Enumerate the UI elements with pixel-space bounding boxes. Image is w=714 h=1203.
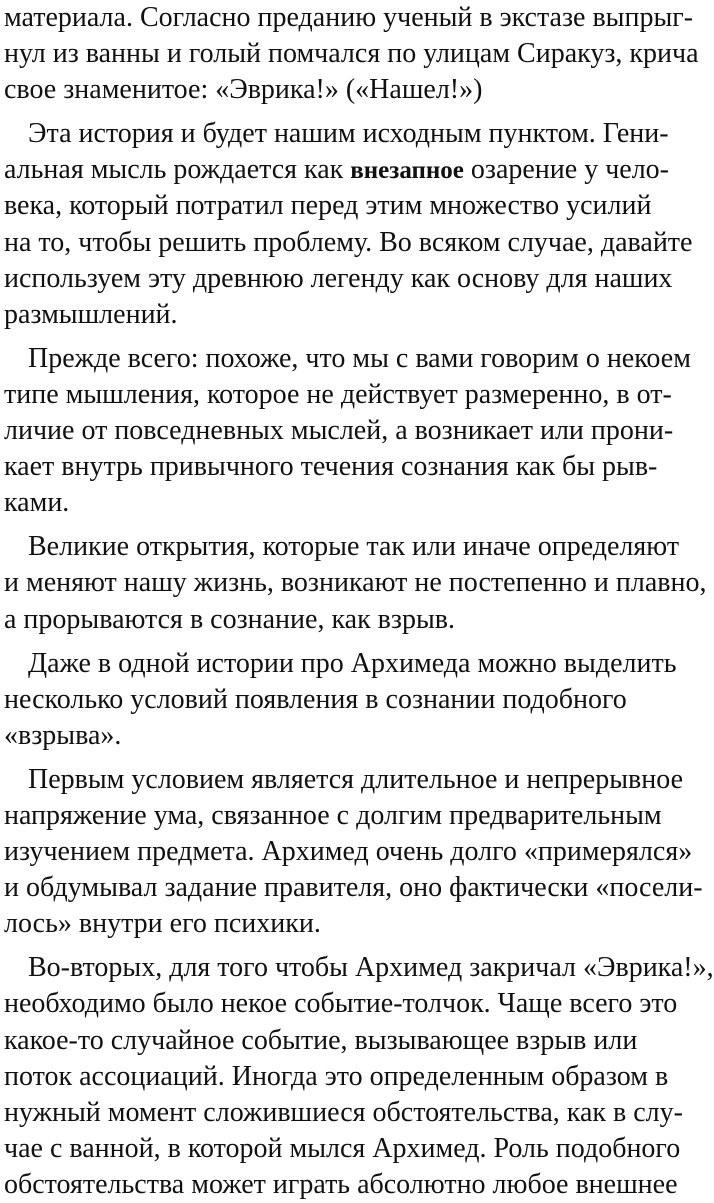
paragraph-7 xyxy=(4,950,714,1203)
text-line: Во-вторых, для того чтобы Архимед закричал «Эврика!», xyxy=(28,952,714,984)
text-line: несколько условий появления в сознании подобного xyxy=(4,683,627,715)
text-line: нул из ванны и голый помчался по улицам Сиракуз, крича xyxy=(4,38,699,70)
text-line: свое знаменитое: «Эврика!» («Нашел!») xyxy=(4,74,483,106)
text-line: Великие открытия, которые так или иначе определяют xyxy=(28,531,680,563)
paragraph-6 xyxy=(4,762,703,942)
text-line: лось» внутри его психики. xyxy=(4,908,321,940)
paragraph-1 xyxy=(4,0,699,108)
text-line: Эта история и будет нашим исходным пунктом. Гени- xyxy=(28,118,669,150)
paragraph-2 xyxy=(4,116,693,333)
text-line: на то, чтобы решить проблему. Во всяком случае, давайте xyxy=(4,226,693,258)
paragraph-4 xyxy=(4,529,707,637)
text-line-with-emphasis xyxy=(4,152,670,188)
text-line: типе мышления, которое не действует размеренно, в от- xyxy=(4,378,672,410)
text-line: необходимо было некое событие-толчок. Чаще всего это xyxy=(4,988,678,1020)
text-line: обстоятельства может играть абсолютно любое внешнее xyxy=(4,1168,678,1200)
text-line: «взрыва». xyxy=(4,719,122,751)
text-line: ками. xyxy=(4,487,70,519)
text-line: века, который потратил перед этим множество усилий xyxy=(4,190,652,222)
text-fragment: альная мысль рождается как xyxy=(4,154,344,186)
text-line: поток ассоциаций. Иногда это определенным образом в xyxy=(4,1060,669,1092)
text-line: используем эту древнюю легенду как основу для наших xyxy=(4,262,673,294)
paragraph-5 xyxy=(4,646,677,754)
paragraph-3 xyxy=(4,341,691,521)
text-line: нужный момент сложившиеся обстоятельства, как в слу- xyxy=(4,1096,683,1128)
text-line: Даже в одной истории про Архимеда можно выделить xyxy=(28,647,677,679)
text-line: личие от повседневных мыслей, а возникает или прони- xyxy=(4,415,674,447)
book-page xyxy=(4,0,714,1203)
text-line: и обдумывал задание правителя, оно фактически «посели- xyxy=(4,872,703,904)
text-line: и меняют нашу жизнь, возникают не постепенно и плавно, xyxy=(4,567,707,599)
text-line: а прорываются в сознание, как взрыв. xyxy=(4,603,455,635)
text-line: материала. Согласно преданию ученый в экстазе выпрыг- xyxy=(4,2,694,33)
text-fragment: озарение у чело- xyxy=(470,154,670,186)
text-line: кает внутрь привычного течения сознания как бы рыв- xyxy=(4,451,658,483)
text-line: размышлений. xyxy=(4,298,178,330)
emphasized-word: внезапное xyxy=(350,157,464,185)
text-line: Прежде всего: похоже, что мы с вами говорим о некоем xyxy=(28,342,691,374)
text-line: чае с ванной, в которой мылся Архимед. Роль подобного xyxy=(4,1132,681,1164)
text-line: Первым условием является длительное и непрерывное xyxy=(28,763,684,795)
text-line: изучением предмета. Архимед очень долго «примерялся» xyxy=(4,836,693,868)
text-line: какое-то случайное событие, вызывающее взрыв или xyxy=(4,1024,638,1056)
text-line: напряжение ума, связанное с долгим предварительным xyxy=(4,799,662,831)
